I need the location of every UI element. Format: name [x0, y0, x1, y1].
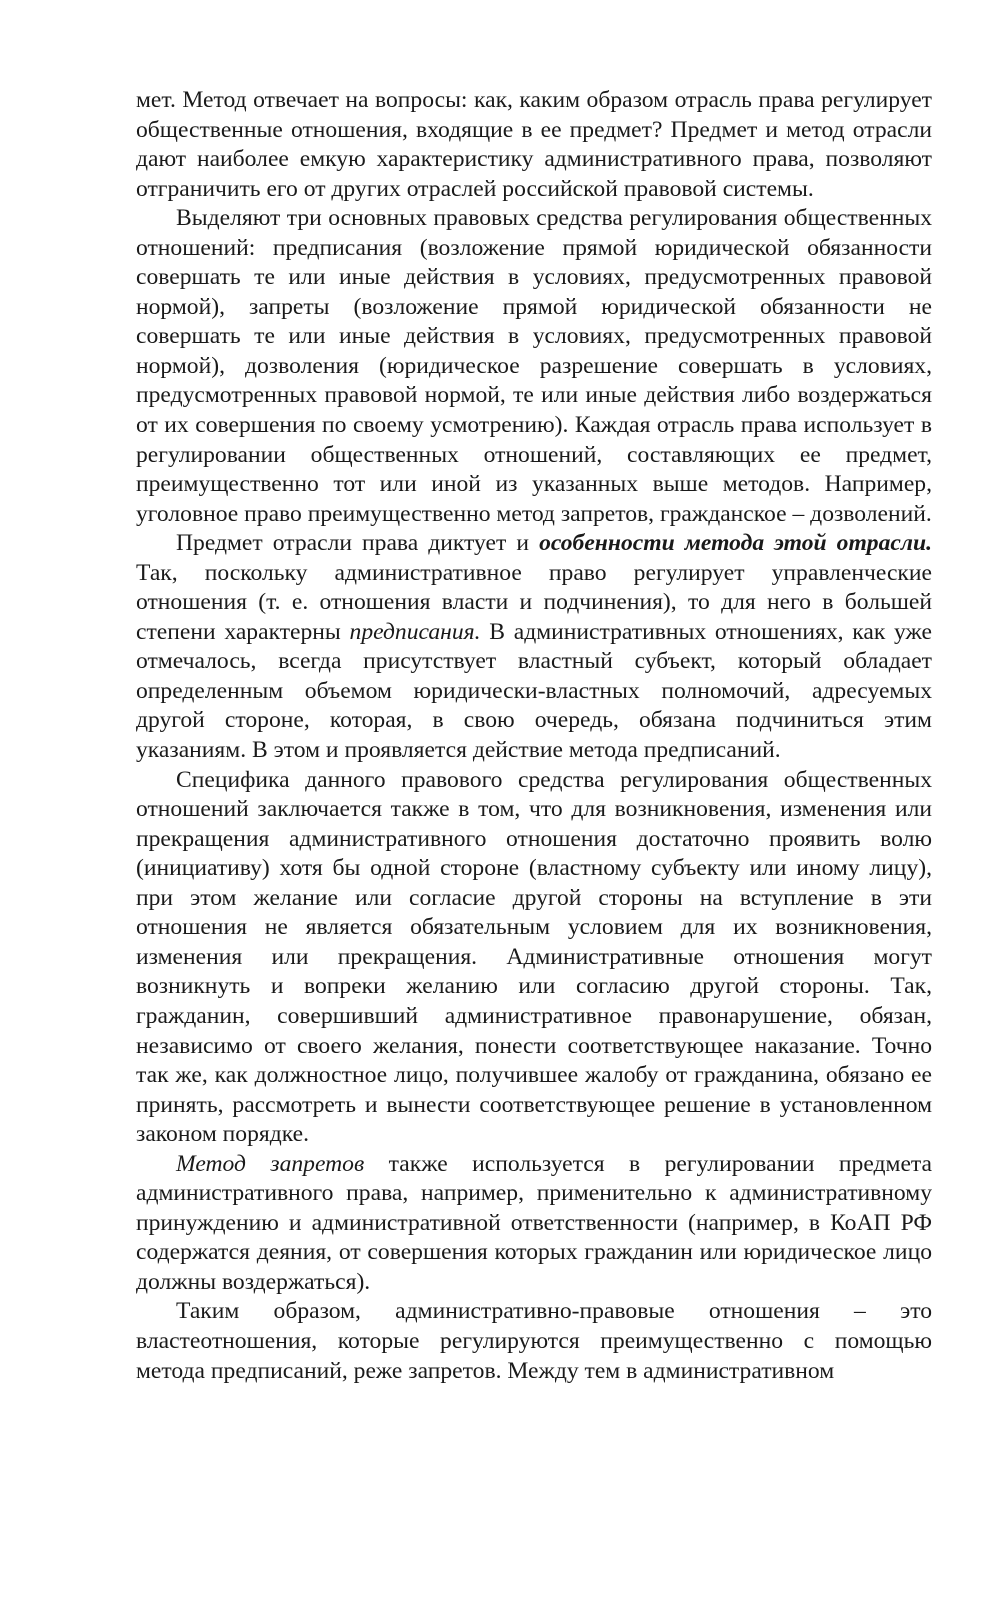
paragraph-5-text-after: также используется в регулировании предмета административного права, например, применительно к административному принуждению и административной ответственности (например, в КоАП РФ содержатся деяния, от совершения которых гражданин или юридическое лицо должны воздержаться).	[136, 1150, 932, 1295]
paragraph-5-italic: Метод запретов	[176, 1150, 365, 1177]
paragraph-3-emphasis: особенности метода этой отрасли.	[539, 530, 933, 557]
paragraph-3	[136, 529, 932, 765]
paragraph-6: Таким образом, административно-правовые отношения – это властеотношения, которые регулируются преимущественно с помощью метода предписаний, реже запретов. Между тем в административном	[136, 1298, 932, 1384]
paragraph-3-text-after: В административных отношениях, как уже отмечалось, всегда присутствует властный субъект, который обладает определенным объемом юридически-властных полномочий, адресуемых другой стороне, которая, в свою очередь, обязана подчиниться этим указаниям. В этом и проявляется действие метода предписаний.	[136, 618, 932, 764]
paragraph-4: Специфика данного правового средства регулирования общественных отношений заключается также в том, что для возникновения, изменения или прекращения административного отношения достаточно проявить волю (инициативу) хотя бы одной стороне (властному субъекту или иному лицу), при этом желание или согласие другой стороны на вступление в эти отношения не является обязательным условием для их возникновения, изменения или прекращения. Административные отношения могут возникнуть и вопреки желанию или согласию другой стороны. Так, гражданин, совершивший административное правонарушение, обязан, независимо от своего желания, понести соответствующее наказание. Точно так же, как должностное лицо, получившее жалобу от гражданина, обязано ее принять, рассмотреть и вынести соответствующее решение в установленном законом порядке.	[136, 766, 932, 1148]
paragraph-1: мет. Метод отвечает на вопросы: как, каким образом отрасль права регулирует общественные отношения, входящие в ее предмет? Предмет и метод отрасли дают наиболее емкую характеристику административного права, позволяют отграничить его от других отраслей российской правовой системы.	[136, 87, 932, 202]
paragraph-2: Выделяют три основных правовых средства регулирования общественных отношений: предписания (возложение прямой юридической обязанности совершать те или иные действия в условиях, предусмотренных правовой нормой), запреты (возложение прямой юридической обязанности не совершать те или иные действия в условиях, предусмотренных правовой нормой), дозволения (юридическое разрешение совершать в условиях, предусмотренных правовой нормой, те или иные действия либо воздержаться от их совершения по своему усмотрению). Каждая отрасль права использует в регулировании общественных отношений, составляющих ее предмет, преимущественно тот или иной из указанных выше методов. Например, уголовное право преимущественно метод запретов, гражданское – дозволений.	[136, 205, 932, 527]
paragraph-3-text-before: Предмет отрасли права диктует и	[176, 530, 540, 557]
paragraph-5	[136, 1150, 932, 1298]
paragraph-3-italic: предписания.	[349, 618, 481, 645]
paragraph-3-text-middle: Так, поскольку административное право регулирует управленческие отношения (т. е. отношения власти и подчинения), то для него в большей степени характерны	[136, 559, 932, 645]
page-body	[136, 86, 932, 1386]
